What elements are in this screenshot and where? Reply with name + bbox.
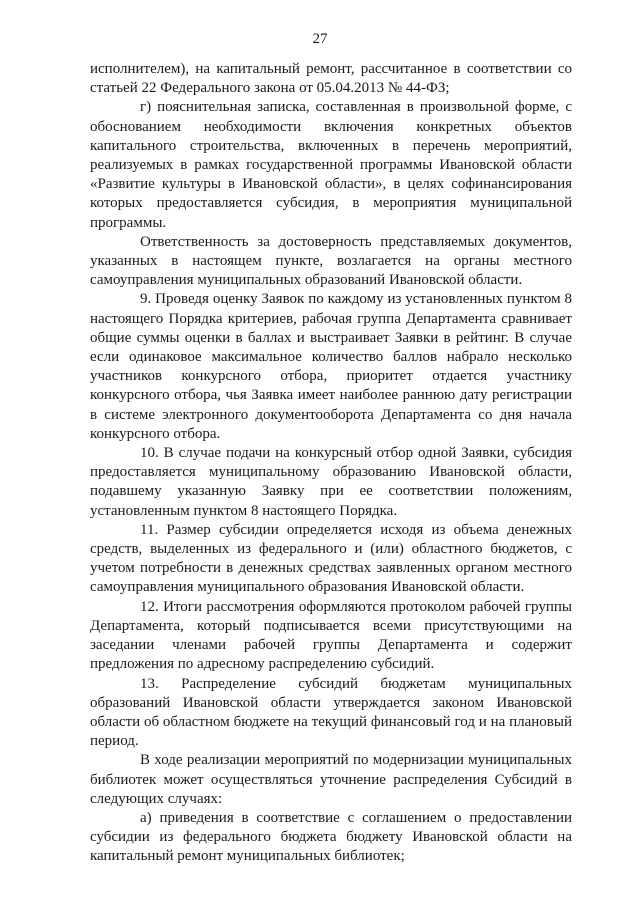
paragraph-continuation: исполнителем), на капитальный ремонт, рассчитанное в соответствии со статьей 22 Федерального закона от 05.04.2013 № 44-ФЗ; [90, 61, 572, 97]
paragraph-subitem-g: г) пояснительная записка, составленная в произвольной форме, с обоснованием необходимости включения конкретных объектов капитального строительства, включенных в перечень мероприятий, реализуемых в рамках государственной программы Ивановской области «Развитие культуры в Ивановской области», в целях софинансирования которых предоставляется субсидия, в мероприятия муниципальной программы. [90, 99, 572, 231]
paragraph-item-9: 9. Проведя оценку Заявок по каждому из установленных пунктом 8 настоящего Порядка критериев, рабочая группа Департамента сравнивает общие суммы оценки в баллах и выстраивает Заявки в рейтинг. В случае если одинаковое максимальное количество баллов набрало несколько участников конкурсного отбора, приоритет отдается участнику конкурсного отбора, чья Заявка имеет наиболее раннюю дату регистрации в системе электронного документооборота Департамента со дня начала конкурсного отбора. [90, 291, 572, 442]
paragraph-item-13: 13. Распределение субсидий бюджетам муниципальных образований Ивановской области утверждается законом Ивановской области об областном бюджете на текущий финансовый год и на плановый период. [90, 675, 572, 750]
paragraph-item-12: 12. Итоги рассмотрения оформляются протоколом рабочей группы Департамента, который подписывается всеми присутствующими на заседании членами рабочей группы Департамента и содержит предложения по адресному распределению субсидий. [90, 598, 572, 673]
paragraph-responsibility: Ответственность за достоверность представляемых документов, указанных в настоящем пункте, возлагается на органы местного самоуправления муниципальных образований Ивановской области. [90, 233, 572, 289]
paragraph-modernization: В ходе реализации мероприятий по модернизации муниципальных библиотек может осуществляться уточнение распределения Субсидий в следующих случаях: [90, 752, 572, 807]
paragraph-item-10: 10. В случае подачи на конкурсный отбор одной Заявки, субсидия предоставляется муниципальному образованию Ивановской области, подавшему указанную Заявку при ее соответствии положениям, установленным пунктом 8 настоящего Порядка. [90, 445, 572, 519]
body-text [90, 60, 572, 867]
paragraph-item-11: 11. Размер субсидии определяется исходя из объема денежных средств, выделенных из федерального и (или) областного бюджетов, с учетом потребности в денежных средствах заявленных органом местного самоуправления муниципального образования Ивановской области. [90, 521, 572, 596]
page-number: 27 [312, 31, 328, 47]
paragraph-subitem-a: а) приведения в соответствие с соглашением о предоставлении субсидии из федерального бюджета бюджету Ивановской области на капитальный ремонт муниципальных библиотек; [90, 809, 572, 865]
